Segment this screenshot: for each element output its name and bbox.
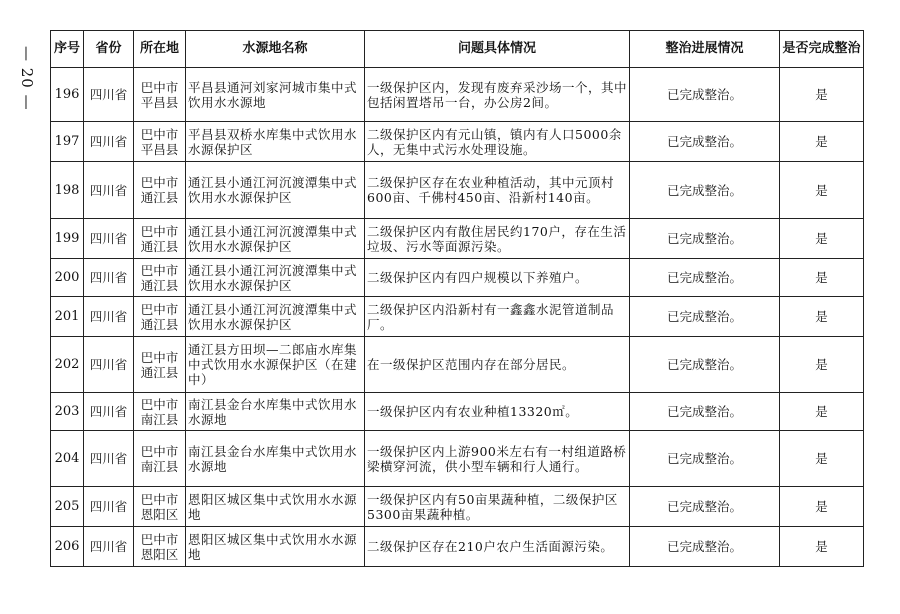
cell-source: 通江县小通江河沉渡潭集中式饮用水水源保护区 — [186, 297, 365, 337]
cell-location: 巴中市南江县 — [134, 431, 186, 487]
cell-done: 是 — [780, 393, 864, 431]
table-row — [51, 337, 864, 393]
table-row — [51, 219, 864, 259]
cell-province: 四川省 — [84, 219, 134, 259]
cell-location: 巴中市南江县 — [134, 393, 186, 431]
table-row — [51, 393, 864, 431]
cell-no: 206 — [51, 527, 84, 567]
cell-done: 是 — [780, 219, 864, 259]
cell-progress: 已完成整治。 — [630, 259, 780, 297]
cell-location: 巴中市恩阳区 — [134, 487, 186, 527]
cell-progress: 已完成整治。 — [630, 337, 780, 393]
cell-province: 四川省 — [84, 162, 134, 219]
cell-source: 通江县小通江河沉渡潭集中式饮用水水源保护区 — [186, 162, 365, 219]
cell-province: 四川省 — [84, 337, 134, 393]
cell-source: 南江县金台水库集中式饮用水水源地 — [186, 393, 365, 431]
cell-done: 是 — [780, 68, 864, 122]
cell-location: 巴中市通江县 — [134, 337, 186, 393]
cell-done: 是 — [780, 162, 864, 219]
cell-progress: 已完成整治。 — [630, 219, 780, 259]
cell-no: 200 — [51, 259, 84, 297]
cell-location: 巴中市恩阳区 — [134, 527, 186, 567]
cell-issue: 二级保护区存在210户农户生活面源污染。 — [365, 527, 630, 567]
cell-done: 是 — [780, 337, 864, 393]
table-row — [51, 297, 864, 337]
cell-no: 201 — [51, 297, 84, 337]
table-row — [51, 162, 864, 219]
cell-no: 196 — [51, 68, 84, 122]
table-row — [51, 527, 864, 567]
table-row — [51, 122, 864, 162]
header-province: 省份 — [84, 31, 134, 68]
cell-province: 四川省 — [84, 393, 134, 431]
cell-source: 南江县金台水库集中式饮用水水源地 — [186, 431, 365, 487]
cell-issue: 一级保护区内有50亩果蔬种植，二级保护区5300亩果蔬种植。 — [365, 487, 630, 527]
cell-source: 平昌县通河刘家河城市集中式饮用水水源地 — [186, 68, 365, 122]
cell-progress: 已完成整治。 — [630, 162, 780, 219]
cell-issue: 一级保护区内上游900米左右有一村组道路桥梁横穿河流，供小型车辆和行人通行。 — [365, 431, 630, 487]
cell-source: 平昌县双桥水库集中式饮用水水源保护区 — [186, 122, 365, 162]
cell-done: 是 — [780, 297, 864, 337]
cell-progress: 已完成整治。 — [630, 527, 780, 567]
cell-source: 通江县小通江河沉渡潭集中式饮用水水源保护区 — [186, 259, 365, 297]
table-row — [51, 431, 864, 487]
cell-no: 202 — [51, 337, 84, 393]
cell-province: 四川省 — [84, 259, 134, 297]
cell-issue: 二级保护区内有散住居民约170户，存在生活垃圾、污水等面源污染。 — [365, 219, 630, 259]
cell-province: 四川省 — [84, 487, 134, 527]
cell-province: 四川省 — [84, 122, 134, 162]
cell-province: 四川省 — [84, 527, 134, 567]
cell-no: 199 — [51, 219, 84, 259]
cell-issue: 二级保护区存在农业种植活动，其中元顶村600亩、千佛村450亩、沿新村140亩。 — [365, 162, 630, 219]
cell-no: 204 — [51, 431, 84, 487]
cell-province: 四川省 — [84, 68, 134, 122]
cell-issue: 一级保护区内，发现有废弃采沙场一个，其中包括闲置塔吊一台，办公房2间。 — [365, 68, 630, 122]
cell-issue: 二级保护区内沿新村有一鑫鑫水泥管道制品厂。 — [365, 297, 630, 337]
cell-progress: 已完成整治。 — [630, 393, 780, 431]
header-no: 序号 — [51, 31, 84, 68]
cell-progress: 已完成整治。 — [630, 431, 780, 487]
cell-progress: 已完成整治。 — [630, 297, 780, 337]
cell-issue: 二级保护区内有元山镇，镇内有人口5000余人，无集中式污水处理设施。 — [365, 122, 630, 162]
cell-issue: 二级保护区内有四户规模以下养殖户。 — [365, 259, 630, 297]
header-progress: 整治进展情况 — [630, 31, 780, 68]
cell-location: 巴中市平昌县 — [134, 122, 186, 162]
cell-done: 是 — [780, 122, 864, 162]
cell-location: 巴中市通江县 — [134, 297, 186, 337]
cell-issue: 一级保护区内有农业种植13320㎡。 — [365, 393, 630, 431]
header-done: 是否完成整治 — [780, 31, 864, 68]
cell-source: 通江县方田坝—二郎庙水库集中式饮用水水源保护区（在建中） — [186, 337, 365, 393]
cell-province: 四川省 — [84, 431, 134, 487]
header-source: 水源地名称 — [186, 31, 365, 68]
cell-province: 四川省 — [84, 297, 134, 337]
cell-location: 巴中市平昌县 — [134, 68, 186, 122]
header-location: 所在地 — [134, 31, 186, 68]
cell-done: 是 — [780, 487, 864, 527]
cell-progress: 已完成整治。 — [630, 487, 780, 527]
table-row — [51, 259, 864, 297]
cell-location: 巴中市通江县 — [134, 259, 186, 297]
cell-no: 205 — [51, 487, 84, 527]
page-number: — 20 — — [18, 45, 36, 111]
cell-location: 巴中市通江县 — [134, 219, 186, 259]
cell-location: 巴中市通江县 — [134, 162, 186, 219]
cell-source: 通江县小通江河沉渡潭集中式饮用水水源保护区 — [186, 219, 365, 259]
table-row — [51, 68, 864, 122]
header-issue: 问题具体情况 — [365, 31, 630, 68]
table-header-row — [51, 31, 864, 68]
cell-source: 恩阳区城区集中式饮用水水源地 — [186, 527, 365, 567]
cell-progress: 已完成整治。 — [630, 122, 780, 162]
cell-done: 是 — [780, 259, 864, 297]
table-row — [51, 487, 864, 527]
cell-no: 203 — [51, 393, 84, 431]
cell-done: 是 — [780, 431, 864, 487]
cell-no: 197 — [51, 122, 84, 162]
cell-source: 恩阳区城区集中式饮用水水源地 — [186, 487, 365, 527]
cell-issue: 在一级保护区范围内存在部分居民。 — [365, 337, 630, 393]
cell-no: 198 — [51, 162, 84, 219]
water-source-table — [50, 30, 864, 567]
cell-done: 是 — [780, 527, 864, 567]
cell-progress: 已完成整治。 — [630, 68, 780, 122]
